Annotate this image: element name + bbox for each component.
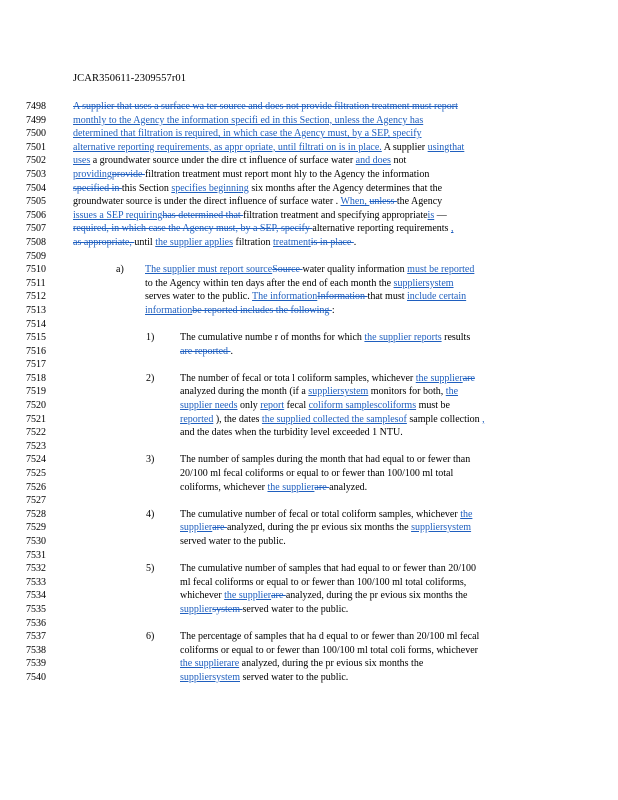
- line-text: [73, 127, 422, 141]
- inserted-text: include certain: [407, 291, 467, 303]
- body-text: coliforms or equal to or fewer than 100/100 ml total coli forms, whichever: [180, 644, 478, 656]
- document-line: [0, 630, 618, 644]
- line-text: [145, 304, 335, 318]
- inserted-text: When,: [340, 196, 370, 208]
- deleted-text: required, in which case the Agency must, by a SEP, specify: [73, 223, 313, 235]
- document-line: [0, 127, 618, 141]
- document-line: [0, 290, 618, 304]
- body-text: :: [331, 304, 335, 316]
- document-line: [0, 209, 618, 223]
- line-text: [180, 521, 471, 535]
- line-text: [180, 331, 470, 345]
- body-text: results: [441, 332, 471, 344]
- line-text: [73, 182, 442, 196]
- line-text: [180, 644, 478, 658]
- inserted-text: ,: [450, 223, 454, 235]
- body-text: A supplier: [381, 141, 428, 153]
- line-text: [180, 345, 233, 359]
- document-line: [0, 399, 618, 413]
- document-line: [0, 426, 618, 440]
- line-number: 7513: [26, 304, 46, 316]
- inserted-text: alternative reporting requirements, as appr opriate, until filtrati on is in place.: [73, 141, 382, 153]
- line-number: 7501: [26, 141, 46, 153]
- inserted-text: usingthat: [427, 141, 465, 153]
- document-line: [0, 440, 618, 454]
- inserted-text: The supplier must report source: [145, 264, 273, 276]
- line-number: 7523: [26, 440, 46, 452]
- body-text: alternative reporting requirements: [312, 223, 451, 235]
- line-text: [180, 467, 453, 481]
- line-number: 7499: [26, 114, 46, 126]
- document-line: [0, 535, 618, 549]
- body-text: —: [434, 209, 447, 221]
- line-text: [180, 508, 472, 522]
- line-number: 7512: [26, 291, 46, 303]
- inserted-text: and does: [355, 155, 391, 167]
- body-text: filtration treatment and specifying appropriate: [243, 209, 428, 221]
- line-text: [180, 535, 286, 549]
- document-line: [0, 589, 618, 603]
- body-text: analyzed, during the pr evious six months the: [239, 658, 424, 670]
- inserted-text: the supplierare: [180, 658, 240, 670]
- inserted-text: The information: [252, 291, 318, 303]
- body-text: and the dates when the turbidity level exceeded 1 NTU.: [180, 427, 403, 439]
- line-number: 7519: [26, 386, 46, 398]
- body-text: monitors for both,: [368, 386, 446, 398]
- line-text: [180, 630, 479, 644]
- inserted-text: issues a SEP requiring: [73, 209, 163, 221]
- body-text: The number of fecal or tota l coliform samples, whichever: [180, 372, 416, 384]
- inserted-text: supplier: [180, 522, 213, 534]
- inserted-text: providing: [73, 168, 112, 180]
- line-text: [73, 236, 356, 250]
- inserted-text: the supplier applies: [155, 236, 233, 248]
- document-line: [0, 385, 618, 399]
- line-number: 7515: [26, 332, 46, 344]
- body-text: to the Agency within ten days after the end of each month the: [145, 277, 394, 289]
- line-number: 7503: [26, 168, 46, 180]
- line-text: [180, 657, 423, 671]
- line-number: 7522: [26, 427, 46, 439]
- deleted-text: be reported includes the following: [192, 304, 332, 316]
- line-number: 7507: [26, 223, 46, 235]
- line-text: [145, 290, 466, 304]
- line-number: 7518: [26, 372, 46, 384]
- item-marker: 4): [146, 508, 155, 520]
- line-text: [180, 576, 466, 590]
- document-line: [0, 671, 618, 685]
- body-text: water quality information: [302, 264, 408, 276]
- inserted-text: uses: [73, 155, 91, 167]
- document-line: [0, 481, 618, 495]
- item-marker: 6): [146, 631, 155, 643]
- line-text: [180, 603, 348, 617]
- body-text: The number of samples during the month that had equal to or fewer than: [180, 454, 471, 466]
- line-number: 7500: [26, 128, 46, 140]
- body-text: only: [237, 400, 261, 412]
- inserted-text: suppliersystem: [411, 522, 472, 534]
- body-text: not: [390, 155, 407, 167]
- body-text: coliforms, whichever: [180, 481, 268, 493]
- line-number: 7506: [26, 209, 46, 221]
- inserted-text: suppliersystem: [180, 671, 240, 683]
- line-number: 7508: [26, 236, 46, 248]
- body-text: analyzed during the month (if a: [180, 386, 309, 398]
- item-marker: 2): [146, 372, 155, 384]
- line-number: 7511: [26, 277, 46, 289]
- inserted-text: treatment: [272, 236, 311, 248]
- inserted-text: is: [427, 209, 435, 221]
- document-line: [0, 562, 618, 576]
- inserted-text: ,: [482, 413, 485, 425]
- body-text: groundwater source is under the direct influence of surface water .: [73, 196, 341, 208]
- document-line: [0, 603, 618, 617]
- inserted-text: the: [460, 508, 473, 520]
- line-number: 7505: [26, 196, 46, 208]
- line-number: 7534: [26, 590, 46, 602]
- line-text: [73, 195, 442, 209]
- inserted-text: the supplier reports: [364, 332, 442, 344]
- body-text: analyzed, during the pr evious six months the: [226, 522, 412, 534]
- item-marker: 1): [146, 332, 155, 344]
- line-number: 7539: [26, 658, 46, 670]
- inserted-text: supplier: [180, 603, 213, 615]
- body-text: this Section: [121, 182, 172, 194]
- document-line: [0, 331, 618, 345]
- body-text: analyzed.: [329, 481, 368, 493]
- document-line: [0, 576, 618, 590]
- deleted-text: Source: [272, 264, 303, 276]
- deleted-text: Information: [317, 291, 368, 303]
- document-line: [0, 358, 618, 372]
- line-number: 7504: [26, 182, 46, 194]
- document-line: [0, 494, 618, 508]
- inserted-text: the supplier: [224, 590, 272, 602]
- line-text: [180, 671, 348, 685]
- line-text: [73, 114, 423, 128]
- body-text: filtration treatment must report mont hly to the Agency the information: [144, 168, 430, 180]
- deleted-text: are: [314, 481, 330, 493]
- line-number: 7535: [26, 603, 46, 615]
- document-line: [0, 114, 618, 128]
- line-number: 7527: [26, 495, 46, 507]
- inserted-text: must be reported: [407, 264, 475, 276]
- document-line: [0, 644, 618, 658]
- line-number: 7498: [26, 101, 46, 112]
- inserted-text: the supplier: [267, 481, 315, 493]
- deleted-text: is in place: [310, 236, 354, 248]
- line-text: [73, 209, 447, 223]
- body-text: The cumulative numbe r of months for which: [180, 332, 365, 344]
- deleted-text: provide: [111, 168, 145, 180]
- body-text: The cumulative number of samples that had equal to or fewer than 20/100: [180, 563, 477, 575]
- body-text: The cumulative number of fecal or total coliform samples, whichever: [180, 508, 461, 520]
- item-marker: 5): [146, 563, 155, 575]
- line-number: 7509: [26, 250, 46, 262]
- document-line: [0, 263, 618, 277]
- body-text: served water to the public.: [242, 603, 349, 615]
- line-number: 7502: [26, 155, 46, 167]
- deleted-text: has determined that: [162, 209, 244, 221]
- inserted-text: report: [260, 400, 285, 412]
- line-number: 7510: [26, 264, 46, 276]
- document-line: [0, 345, 618, 359]
- line-number: 7530: [26, 536, 46, 547]
- document-id: JCAR350611-2309557r01: [73, 73, 187, 84]
- line-text: [180, 413, 485, 427]
- deleted-text: specified in: [73, 182, 122, 194]
- inserted-text: suppliersystem: [308, 386, 369, 398]
- body-text: .: [230, 345, 234, 357]
- inserted-text: the supplier: [415, 372, 463, 384]
- document-line: [0, 657, 618, 671]
- deleted-text: are: [462, 372, 475, 384]
- document-line: [0, 304, 618, 318]
- inserted-text: information: [145, 304, 193, 316]
- document-line: [0, 222, 618, 236]
- body-text: 20/100 ml fecal coliforms or equal to or fewer than 100/100 ml total: [180, 468, 454, 480]
- document-line: [0, 141, 618, 155]
- document-line: [0, 236, 618, 250]
- deleted-text: unless: [369, 196, 397, 208]
- deleted-text: A supplier that uses a surface wa ter source and does not provide filtration treatment must report: [73, 101, 458, 112]
- inserted-text: suppliersystem: [393, 277, 454, 289]
- line-number: 7533: [26, 576, 46, 588]
- body-text: ml fecal coliforms or equal to or fewer than 100/100 ml total coliforms,: [180, 576, 467, 588]
- line-number: 7529: [26, 522, 46, 534]
- document-line: [0, 453, 618, 467]
- deleted-text: system: [212, 603, 243, 615]
- line-text: [73, 168, 429, 182]
- document-line: [0, 182, 618, 196]
- line-text: [180, 399, 450, 413]
- document-line: [0, 617, 618, 631]
- document-line: [0, 521, 618, 535]
- line-number: 7528: [26, 508, 46, 520]
- line-number: 7540: [26, 671, 46, 683]
- line-number: 7538: [26, 644, 46, 656]
- body-text: served water to the public.: [240, 671, 349, 683]
- subsection-marker: a): [116, 264, 124, 276]
- line-text: [180, 562, 476, 576]
- line-text: [73, 154, 406, 168]
- body-text: a groundwater source under the dire ct influence of surface water: [90, 155, 356, 167]
- inserted-text: supplier needs: [180, 400, 238, 412]
- line-number: 7526: [26, 481, 46, 493]
- line-number: 7525: [26, 468, 46, 480]
- document-line: [0, 277, 618, 291]
- body-text: must be: [416, 400, 450, 412]
- document-line: [0, 250, 618, 264]
- document-line: [0, 195, 618, 209]
- line-text: [180, 453, 470, 467]
- inserted-text: determined that filtration is required, in which case the Agency must, by a SEP, specify: [73, 128, 422, 140]
- body-text: served water to the public.: [180, 536, 286, 547]
- line-number: 7517: [26, 359, 46, 371]
- line-number: 7516: [26, 345, 46, 357]
- document-line: [0, 413, 618, 427]
- line-number: 7537: [26, 631, 46, 643]
- line-number: 7521: [26, 413, 46, 425]
- line-number: 7531: [26, 549, 46, 561]
- document-line: [0, 549, 618, 563]
- document-line: [0, 467, 618, 481]
- line-number: 7536: [26, 617, 46, 629]
- line-numbered-body: [0, 100, 618, 685]
- body-text: filtration: [232, 236, 273, 248]
- inserted-text: specifies beginning: [171, 182, 249, 194]
- deleted-text: as appropriate,: [73, 236, 135, 248]
- body-text: whichever: [180, 590, 225, 602]
- document-line: [0, 508, 618, 522]
- inserted-text: the supplied collected the samplesof: [261, 413, 407, 425]
- deleted-text: are: [212, 522, 227, 534]
- line-text: [73, 222, 453, 236]
- document-line: [0, 100, 618, 114]
- line-text: [180, 385, 458, 399]
- line-text: [73, 100, 458, 114]
- line-text: [180, 481, 367, 495]
- inserted-text: monthly to the Agency the information specifi ed in this Section, unless the Agency has: [73, 114, 424, 126]
- body-text: fecal: [284, 400, 309, 412]
- line-number: 7514: [26, 318, 46, 330]
- body-text: the Agency: [396, 196, 443, 208]
- document-line: [0, 372, 618, 386]
- line-text: [145, 263, 474, 277]
- document-line: [0, 168, 618, 182]
- line-text: [180, 589, 467, 603]
- body-text: serves water to the public.: [145, 291, 253, 303]
- body-text: The percentage of samples that ha d equal to or fewer than 20/100 ml fecal: [180, 631, 480, 643]
- body-text: sample collection: [406, 413, 483, 425]
- line-number: 7524: [26, 454, 46, 466]
- inserted-text: reported: [180, 413, 214, 425]
- body-text: six months after the Agency determines that the: [248, 182, 443, 194]
- line-text: [180, 426, 403, 440]
- body-text: until: [134, 236, 156, 248]
- deleted-text: are reported: [180, 345, 231, 357]
- line-number: 7532: [26, 563, 46, 575]
- line-text: [180, 372, 475, 386]
- body-text: analyzed, during the pr evious six months the: [285, 590, 468, 602]
- item-marker: 3): [146, 454, 155, 466]
- line-text: [73, 141, 464, 155]
- inserted-text: the: [445, 386, 459, 398]
- body-text: that must: [367, 291, 407, 303]
- body-text: .: [353, 236, 357, 248]
- document-line: [0, 318, 618, 332]
- document-line: [0, 154, 618, 168]
- line-text: [145, 277, 454, 291]
- deleted-text: are: [271, 590, 286, 602]
- inserted-text: coliform samplescoliforms: [308, 400, 417, 412]
- line-number: 7520: [26, 400, 46, 412]
- body-text: ), the dates: [213, 413, 262, 425]
